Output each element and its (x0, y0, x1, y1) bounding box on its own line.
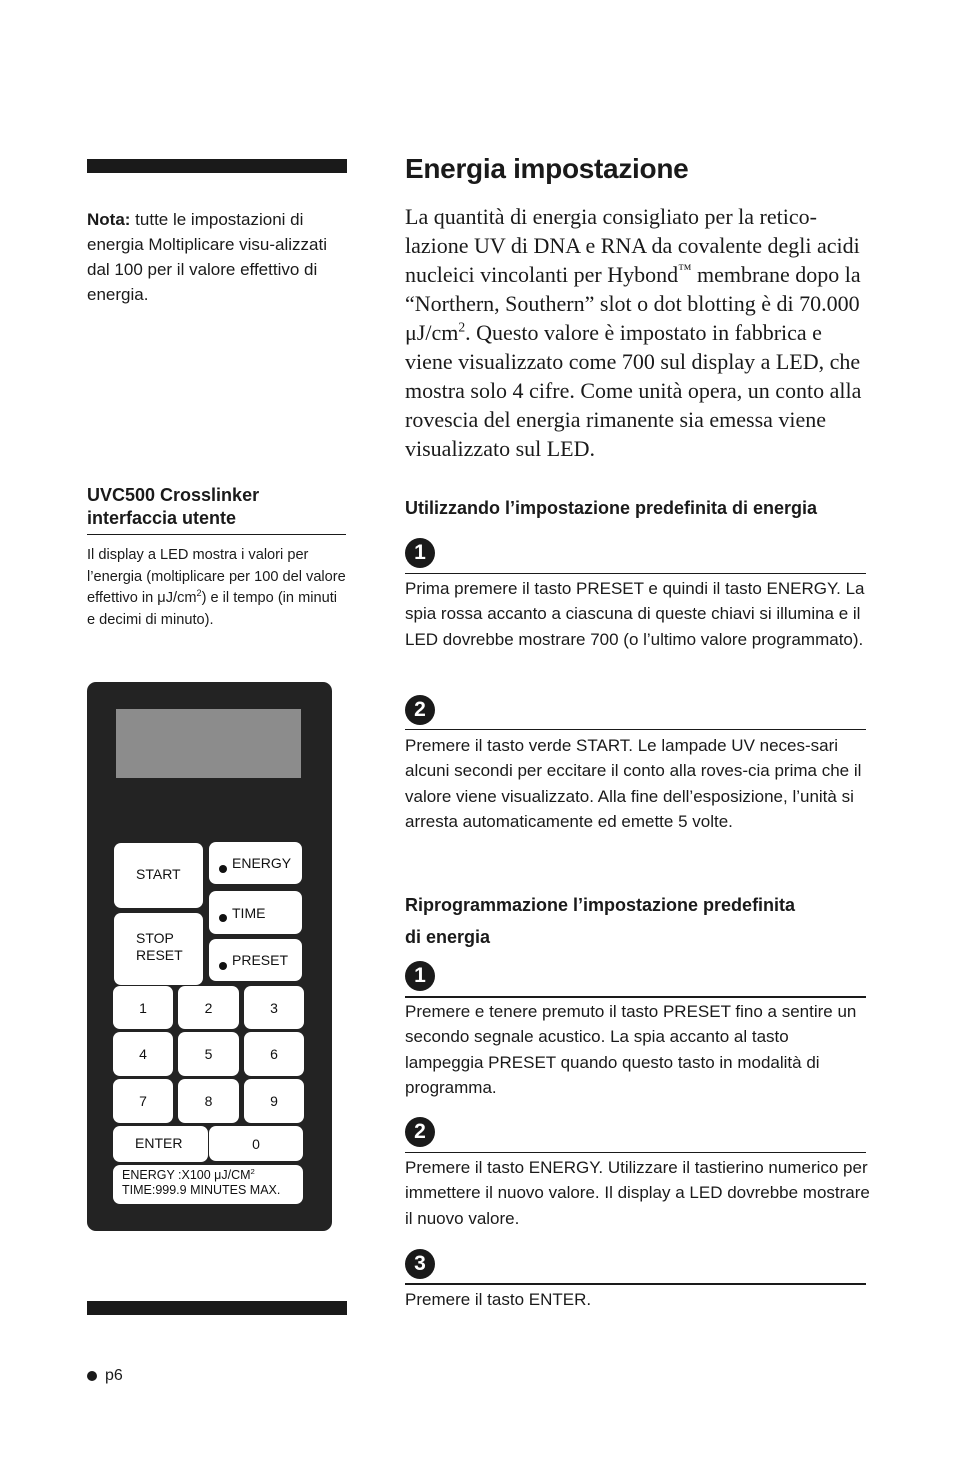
page-number: p6 (105, 1367, 123, 1384)
stop-label: STOP (136, 930, 174, 946)
ui-description (87, 545, 349, 631)
step-number-icon: 3 (405, 1249, 435, 1279)
digit-label: 4 (139, 1046, 147, 1062)
digit-label: 6 (270, 1046, 278, 1062)
digit-key (113, 986, 173, 1029)
digit-key (244, 1079, 304, 1123)
sidebar-top-rule (87, 159, 347, 173)
digit-key (244, 986, 304, 1029)
digit-key (178, 986, 239, 1029)
sidebar-bottom-rule (87, 1301, 347, 1315)
digit-label: 5 (204, 1046, 213, 1062)
energy-key-label: ENERGY (232, 855, 292, 871)
preset-key-label: PRESET (232, 952, 289, 968)
range-info-label (113, 1165, 303, 1204)
trademark-sup: ™ (678, 261, 692, 277)
preset-key (209, 939, 302, 981)
section-heading-line2: di energia (405, 927, 491, 947)
step-header (405, 695, 866, 730)
step-header (405, 538, 866, 574)
note-body: tutte le impostazioni di energia Moltiplicare visu-alizzati dal 100 per il valore effettivo di energia. (87, 210, 327, 304)
step-number-icon: 1 (405, 538, 435, 568)
ui-heading: UVC500 Crosslinker interfaccia utente (87, 484, 346, 535)
start-key-label: START (136, 866, 181, 882)
note-label: Nota: (87, 210, 131, 229)
energy-range-text: ENERGY :X100 μJ/CM (122, 1168, 251, 1182)
section-heading-line1: Riprogrammazione l’impostazione predefinita (405, 895, 796, 915)
step-text: Premere il tasto verde START. Le lampade UV neces-sari alcuni secondi per eccitare il conto alla roves-cia prima che il valore viene visualizzato. Alla fine dell’esposizione, l’unità si arresta automaticamente ed emette 5 volte. (405, 736, 862, 831)
digit-key (113, 1032, 173, 1076)
digit-label: 8 (204, 1093, 213, 1109)
note-text (87, 207, 337, 307)
time-key-label: TIME (232, 905, 266, 921)
step-number-icon: 2 (405, 695, 435, 725)
energy-led-icon (219, 865, 227, 873)
digit-label: 7 (139, 1093, 147, 1109)
step-header (405, 1249, 866, 1285)
preset-led-icon (219, 962, 227, 970)
digit-label: 3 (270, 999, 278, 1016)
intro-sup: 2 (458, 319, 466, 335)
step-text: Premere il tasto ENTER. (405, 1290, 592, 1309)
step-number-icon: 2 (405, 1117, 435, 1147)
step-text: Premere il tasto ENERGY. Utilizzare il tastierino numerico per immettere il nuovo valore. Il display a LED dovrebbe mostrare il nuovo valore. (405, 1158, 870, 1228)
zero-key (209, 1126, 303, 1161)
step-text: Prima premere il tasto PRESET e quindi il tasto ENERGY. La spia rossa accanto a ciascuna di queste chiavi si illumina e il LED dovrebbe mostrare 700 (o l’ultimo valore programmato). (405, 579, 865, 649)
time-range-text: TIME:999.9 MINUTES MAX. (122, 1183, 281, 1197)
digit-key (178, 1032, 239, 1076)
page-footer (87, 1367, 123, 1385)
intro-paragraph (405, 202, 875, 463)
digit-key (244, 1032, 304, 1076)
digit-label: 2 (204, 999, 213, 1016)
led-display (116, 709, 301, 778)
page-title: Energia impostazione (405, 153, 689, 184)
step-text: Premere e tenere premuto il tasto PRESET fino a sentire un secondo segnale acustico. La spia accanto al tasto lampeggia PRESET quando questo tasto in modalità di programma. (405, 1002, 857, 1097)
zero-key-label: 0 (252, 1135, 260, 1152)
step-header (405, 1117, 866, 1153)
digit-key (178, 1079, 239, 1123)
intro-a: La quantità di energia consigliato per la retico-lazione UV di DNA e RNA da covalente degli acidi nucleici vincolanti per Hybond (405, 204, 860, 287)
enter-key-label: ENTER (135, 1135, 183, 1151)
digit-label: 1 (139, 999, 147, 1016)
start-key (114, 843, 203, 908)
control-panel-illustration (87, 682, 332, 1231)
range-info-text (122, 1168, 280, 1198)
enter-key (113, 1126, 208, 1162)
section-heading-reprogram (405, 889, 875, 953)
step-header (405, 961, 866, 998)
intro-b: membrane dopo la “Northern, Southern” slot o dot blotting è di 70.000 μJ/cm (405, 262, 861, 345)
section-heading-default: Utilizzando l’impostazione predefinita di energia (405, 498, 818, 518)
stop-reset-key (114, 913, 203, 985)
digit-key (113, 1079, 173, 1123)
intro-c: . Questo valore è impostato in fabbrica e viene visualizzato come 700 sul display a LED, che mostra solo 4 cifre. Come unità opera, un conto alla rovescia del energia rimanente sia emessa viene visualizzato sul LED. (405, 320, 862, 461)
ui-desc-b: ) e il tempo (in minuti e decimi di minuto). (87, 590, 338, 628)
digit-label: 9 (270, 1093, 278, 1109)
time-led-icon (219, 914, 227, 922)
energy-range-sup: 2 (250, 1166, 255, 1176)
bullet-icon (87, 1371, 97, 1381)
reset-label: RESET (136, 947, 183, 963)
ui-desc-sup: 2 (196, 588, 202, 599)
step-number-icon: 1 (405, 961, 435, 991)
stop-reset-key-label (136, 930, 183, 964)
energy-key (209, 842, 302, 884)
time-key (209, 891, 302, 934)
ui-desc-a: Il display a LED mostra i valori per l’energia (moltiplicare per 100 del valore effettivo in μJ/cm (87, 547, 346, 607)
